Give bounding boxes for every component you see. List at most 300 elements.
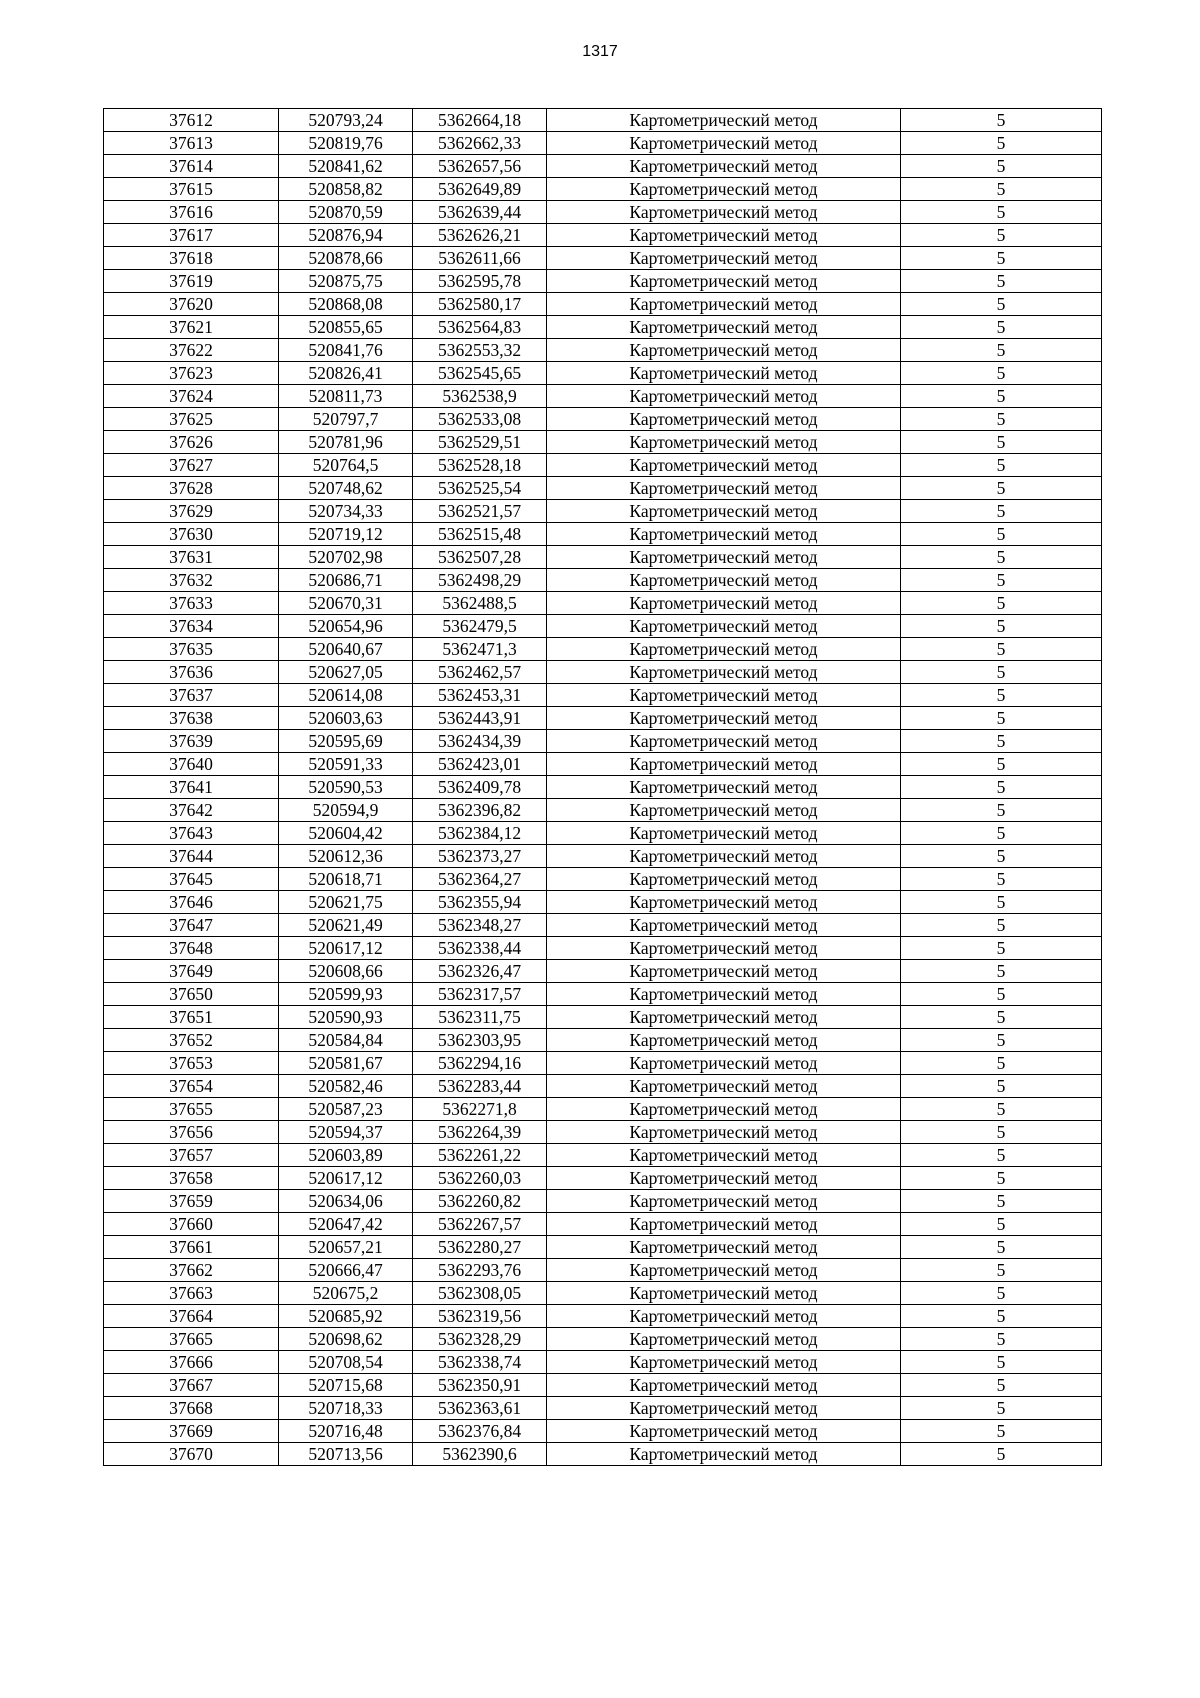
x-coordinate-cell: 520876,94 — [279, 224, 413, 247]
method-cell: Картометрический метод — [547, 1144, 901, 1167]
point-number-cell: 37627 — [104, 454, 279, 477]
table-row — [104, 523, 1102, 546]
point-number-cell: 37658 — [104, 1167, 279, 1190]
table-row — [104, 247, 1102, 270]
x-coordinate-cell: 520599,93 — [279, 983, 413, 1006]
table-row — [104, 822, 1102, 845]
x-coordinate-cell: 520647,42 — [279, 1213, 413, 1236]
method-cell: Картометрический метод — [547, 1305, 901, 1328]
x-coordinate-cell: 520654,96 — [279, 615, 413, 638]
point-number-cell: 37660 — [104, 1213, 279, 1236]
method-cell: Картометрический метод — [547, 1075, 901, 1098]
table-row — [104, 293, 1102, 316]
table-row — [104, 730, 1102, 753]
x-coordinate-cell: 520581,67 — [279, 1052, 413, 1075]
table-row — [104, 339, 1102, 362]
x-coordinate-cell: 520764,5 — [279, 454, 413, 477]
point-number-cell: 37665 — [104, 1328, 279, 1351]
x-coordinate-cell: 520590,53 — [279, 776, 413, 799]
x-coordinate-cell: 520621,49 — [279, 914, 413, 937]
method-cell: Картометрический метод — [547, 592, 901, 615]
point-number-cell: 37667 — [104, 1374, 279, 1397]
method-cell: Картометрический метод — [547, 546, 901, 569]
x-coordinate-cell: 520617,12 — [279, 1167, 413, 1190]
x-coordinate-cell: 520797,7 — [279, 408, 413, 431]
x-coordinate-cell: 520826,41 — [279, 362, 413, 385]
accuracy-cell: 5 — [901, 891, 1102, 914]
method-cell: Картометрический метод — [547, 109, 901, 132]
point-number-cell: 37639 — [104, 730, 279, 753]
accuracy-cell: 5 — [901, 408, 1102, 431]
method-cell: Картометрический метод — [547, 1374, 901, 1397]
method-cell: Картометрический метод — [547, 730, 901, 753]
accuracy-cell: 5 — [901, 454, 1102, 477]
method-cell: Картометрический метод — [547, 638, 901, 661]
accuracy-cell: 5 — [901, 868, 1102, 891]
point-number-cell: 37651 — [104, 1006, 279, 1029]
point-number-cell: 37653 — [104, 1052, 279, 1075]
method-cell: Картометрический метод — [547, 569, 901, 592]
accuracy-cell: 5 — [901, 201, 1102, 224]
x-coordinate-cell: 520657,21 — [279, 1236, 413, 1259]
accuracy-cell: 5 — [901, 983, 1102, 1006]
point-number-cell: 37643 — [104, 822, 279, 845]
x-coordinate-cell: 520595,69 — [279, 730, 413, 753]
x-coordinate-cell: 520594,37 — [279, 1121, 413, 1144]
accuracy-cell: 5 — [901, 431, 1102, 454]
method-cell: Картометрический метод — [547, 1121, 901, 1144]
table-row — [104, 1282, 1102, 1305]
y-coordinate-cell: 5362649,89 — [413, 178, 547, 201]
accuracy-cell: 5 — [901, 776, 1102, 799]
method-cell: Картометрический метод — [547, 776, 901, 799]
method-cell: Картометрический метод — [547, 132, 901, 155]
accuracy-cell: 5 — [901, 1328, 1102, 1351]
x-coordinate-cell: 520841,76 — [279, 339, 413, 362]
point-number-cell: 37614 — [104, 155, 279, 178]
accuracy-cell: 5 — [901, 316, 1102, 339]
accuracy-cell: 5 — [901, 1374, 1102, 1397]
x-coordinate-cell: 520702,98 — [279, 546, 413, 569]
point-number-cell: 37652 — [104, 1029, 279, 1052]
table-row — [104, 707, 1102, 730]
table-row — [104, 845, 1102, 868]
x-coordinate-cell: 520713,56 — [279, 1443, 413, 1466]
point-number-cell: 37618 — [104, 247, 279, 270]
x-coordinate-cell: 520870,59 — [279, 201, 413, 224]
accuracy-cell: 5 — [901, 1213, 1102, 1236]
coordinates-table — [103, 108, 1102, 1466]
point-number-cell: 37656 — [104, 1121, 279, 1144]
point-number-cell: 37649 — [104, 960, 279, 983]
x-coordinate-cell: 520675,2 — [279, 1282, 413, 1305]
x-coordinate-cell: 520855,65 — [279, 316, 413, 339]
method-cell: Картометрический метод — [547, 1328, 901, 1351]
coordinates-table-body — [104, 109, 1102, 1466]
method-cell: Картометрический метод — [547, 1236, 901, 1259]
y-coordinate-cell: 5362498,29 — [413, 569, 547, 592]
accuracy-cell: 5 — [901, 1006, 1102, 1029]
table-row — [104, 684, 1102, 707]
method-cell: Картометрический метод — [547, 1098, 901, 1121]
method-cell: Картометрический метод — [547, 822, 901, 845]
x-coordinate-cell: 520793,24 — [279, 109, 413, 132]
method-cell: Картометрический метод — [547, 500, 901, 523]
accuracy-cell: 5 — [901, 638, 1102, 661]
point-number-cell: 37648 — [104, 937, 279, 960]
point-number-cell: 37655 — [104, 1098, 279, 1121]
y-coordinate-cell: 5362267,57 — [413, 1213, 547, 1236]
x-coordinate-cell: 520719,12 — [279, 523, 413, 546]
point-number-cell: 37666 — [104, 1351, 279, 1374]
x-coordinate-cell: 520594,9 — [279, 799, 413, 822]
point-number-cell: 37623 — [104, 362, 279, 385]
point-number-cell: 37642 — [104, 799, 279, 822]
accuracy-cell: 5 — [901, 684, 1102, 707]
accuracy-cell: 5 — [901, 569, 1102, 592]
y-coordinate-cell: 5362515,48 — [413, 523, 547, 546]
table-row — [104, 477, 1102, 500]
point-number-cell: 37650 — [104, 983, 279, 1006]
y-coordinate-cell: 5362529,51 — [413, 431, 547, 454]
method-cell: Картометрический метод — [547, 1282, 901, 1305]
table-row — [104, 1443, 1102, 1466]
y-coordinate-cell: 5362545,65 — [413, 362, 547, 385]
method-cell: Картометрический метод — [547, 891, 901, 914]
x-coordinate-cell: 520686,71 — [279, 569, 413, 592]
table-row — [104, 132, 1102, 155]
table-row — [104, 431, 1102, 454]
method-cell: Картометрический метод — [547, 1213, 901, 1236]
accuracy-cell: 5 — [901, 546, 1102, 569]
table-row — [104, 1006, 1102, 1029]
x-coordinate-cell: 520875,75 — [279, 270, 413, 293]
method-cell: Картометрический метод — [547, 914, 901, 937]
table-row — [104, 1121, 1102, 1144]
accuracy-cell: 5 — [901, 1443, 1102, 1466]
y-coordinate-cell: 5362471,3 — [413, 638, 547, 661]
y-coordinate-cell: 5362639,44 — [413, 201, 547, 224]
table-row — [104, 1075, 1102, 1098]
y-coordinate-cell: 5362260,03 — [413, 1167, 547, 1190]
x-coordinate-cell: 520670,31 — [279, 592, 413, 615]
table-row — [104, 1328, 1102, 1351]
table-row — [104, 155, 1102, 178]
method-cell: Картометрический метод — [547, 339, 901, 362]
point-number-cell: 37636 — [104, 661, 279, 684]
y-coordinate-cell: 5362261,22 — [413, 1144, 547, 1167]
table-row — [104, 385, 1102, 408]
table-row — [104, 224, 1102, 247]
point-number-cell: 37641 — [104, 776, 279, 799]
x-coordinate-cell: 520590,93 — [279, 1006, 413, 1029]
accuracy-cell: 5 — [901, 914, 1102, 937]
accuracy-cell: 5 — [901, 1075, 1102, 1098]
method-cell: Картометрический метод — [547, 1190, 901, 1213]
method-cell: Картометрический метод — [547, 523, 901, 546]
accuracy-cell: 5 — [901, 661, 1102, 684]
x-coordinate-cell: 520718,33 — [279, 1397, 413, 1420]
method-cell: Картометрический метод — [547, 1351, 901, 1374]
y-coordinate-cell: 5362564,83 — [413, 316, 547, 339]
table-row — [104, 109, 1102, 132]
point-number-cell: 37630 — [104, 523, 279, 546]
accuracy-cell: 5 — [901, 523, 1102, 546]
accuracy-cell: 5 — [901, 362, 1102, 385]
method-cell: Картометрический метод — [547, 983, 901, 1006]
x-coordinate-cell: 520819,76 — [279, 132, 413, 155]
table-row — [104, 408, 1102, 431]
table-row — [104, 1213, 1102, 1236]
x-coordinate-cell: 520618,71 — [279, 868, 413, 891]
point-number-cell: 37615 — [104, 178, 279, 201]
method-cell: Картометрический метод — [547, 431, 901, 454]
method-cell: Картометрический метод — [547, 201, 901, 224]
point-number-cell: 37613 — [104, 132, 279, 155]
method-cell: Картометрический метод — [547, 1029, 901, 1052]
y-coordinate-cell: 5362507,28 — [413, 546, 547, 569]
y-coordinate-cell: 5362308,05 — [413, 1282, 547, 1305]
point-number-cell: 37668 — [104, 1397, 279, 1420]
table-row — [104, 1144, 1102, 1167]
y-coordinate-cell: 5362363,61 — [413, 1397, 547, 1420]
y-coordinate-cell: 5362409,78 — [413, 776, 547, 799]
table-row — [104, 937, 1102, 960]
point-number-cell: 37629 — [104, 500, 279, 523]
table-row — [104, 638, 1102, 661]
y-coordinate-cell: 5362338,74 — [413, 1351, 547, 1374]
y-coordinate-cell: 5362396,82 — [413, 799, 547, 822]
table-row — [104, 1374, 1102, 1397]
x-coordinate-cell: 520841,62 — [279, 155, 413, 178]
y-coordinate-cell: 5362462,57 — [413, 661, 547, 684]
table-row — [104, 178, 1102, 201]
table-row — [104, 592, 1102, 615]
method-cell: Картометрический метод — [547, 454, 901, 477]
point-number-cell: 37628 — [104, 477, 279, 500]
x-coordinate-cell: 520878,66 — [279, 247, 413, 270]
accuracy-cell: 5 — [901, 109, 1102, 132]
y-coordinate-cell: 5362662,33 — [413, 132, 547, 155]
y-coordinate-cell: 5362664,18 — [413, 109, 547, 132]
method-cell: Картометрический метод — [547, 247, 901, 270]
x-coordinate-cell: 520617,12 — [279, 937, 413, 960]
method-cell: Картометрический метод — [547, 1397, 901, 1420]
point-number-cell: 37647 — [104, 914, 279, 937]
method-cell: Картометрический метод — [547, 1167, 901, 1190]
table-row — [104, 454, 1102, 477]
y-coordinate-cell: 5362264,39 — [413, 1121, 547, 1144]
x-coordinate-cell: 520868,08 — [279, 293, 413, 316]
x-coordinate-cell: 520698,62 — [279, 1328, 413, 1351]
y-coordinate-cell: 5362434,39 — [413, 730, 547, 753]
accuracy-cell: 5 — [901, 592, 1102, 615]
point-number-cell: 37657 — [104, 1144, 279, 1167]
method-cell: Картометрический метод — [547, 178, 901, 201]
accuracy-cell: 5 — [901, 615, 1102, 638]
table-row — [104, 500, 1102, 523]
method-cell: Картометрический метод — [547, 615, 901, 638]
accuracy-cell: 5 — [901, 155, 1102, 178]
x-coordinate-cell: 520603,63 — [279, 707, 413, 730]
x-coordinate-cell: 520621,75 — [279, 891, 413, 914]
y-coordinate-cell: 5362373,27 — [413, 845, 547, 868]
table-row — [104, 569, 1102, 592]
x-coordinate-cell: 520604,42 — [279, 822, 413, 845]
method-cell: Картометрический метод — [547, 293, 901, 316]
accuracy-cell: 5 — [901, 132, 1102, 155]
x-coordinate-cell: 520612,36 — [279, 845, 413, 868]
y-coordinate-cell: 5362525,54 — [413, 477, 547, 500]
y-coordinate-cell: 5362319,56 — [413, 1305, 547, 1328]
accuracy-cell: 5 — [901, 1190, 1102, 1213]
x-coordinate-cell: 520587,23 — [279, 1098, 413, 1121]
y-coordinate-cell: 5362657,56 — [413, 155, 547, 178]
accuracy-cell: 5 — [901, 477, 1102, 500]
method-cell: Картометрический метод — [547, 316, 901, 339]
accuracy-cell: 5 — [901, 1282, 1102, 1305]
point-number-cell: 37619 — [104, 270, 279, 293]
accuracy-cell: 5 — [901, 224, 1102, 247]
point-number-cell: 37663 — [104, 1282, 279, 1305]
table-row — [104, 1259, 1102, 1282]
y-coordinate-cell: 5362376,84 — [413, 1420, 547, 1443]
point-number-cell: 37612 — [104, 109, 279, 132]
accuracy-cell: 5 — [901, 960, 1102, 983]
method-cell: Картометрический метод — [547, 868, 901, 891]
accuracy-cell: 5 — [901, 270, 1102, 293]
accuracy-cell: 5 — [901, 822, 1102, 845]
y-coordinate-cell: 5362553,32 — [413, 339, 547, 362]
y-coordinate-cell: 5362317,57 — [413, 983, 547, 1006]
table-row — [104, 1098, 1102, 1121]
method-cell: Картометрический метод — [547, 155, 901, 178]
table-row — [104, 960, 1102, 983]
point-number-cell: 37616 — [104, 201, 279, 224]
y-coordinate-cell: 5362453,31 — [413, 684, 547, 707]
table-row — [104, 1351, 1102, 1374]
y-coordinate-cell: 5362260,82 — [413, 1190, 547, 1213]
table-row — [104, 362, 1102, 385]
y-coordinate-cell: 5362595,78 — [413, 270, 547, 293]
method-cell: Картометрический метод — [547, 1259, 901, 1282]
accuracy-cell: 5 — [901, 385, 1102, 408]
method-cell: Картометрический метод — [547, 385, 901, 408]
table-row — [104, 1052, 1102, 1075]
table-row — [104, 201, 1102, 224]
x-coordinate-cell: 520715,68 — [279, 1374, 413, 1397]
accuracy-cell: 5 — [901, 845, 1102, 868]
accuracy-cell: 5 — [901, 1121, 1102, 1144]
table-row — [104, 1190, 1102, 1213]
y-coordinate-cell: 5362364,27 — [413, 868, 547, 891]
method-cell: Картометрический метод — [547, 937, 901, 960]
x-coordinate-cell: 520716,48 — [279, 1420, 413, 1443]
table-row — [104, 753, 1102, 776]
table-row — [104, 1236, 1102, 1259]
point-number-cell: 37664 — [104, 1305, 279, 1328]
accuracy-cell: 5 — [901, 1029, 1102, 1052]
point-number-cell: 37635 — [104, 638, 279, 661]
method-cell: Картометрический метод — [547, 1052, 901, 1075]
method-cell: Картометрический метод — [547, 960, 901, 983]
accuracy-cell: 5 — [901, 293, 1102, 316]
y-coordinate-cell: 5362528,18 — [413, 454, 547, 477]
y-coordinate-cell: 5362311,75 — [413, 1006, 547, 1029]
table-row — [104, 983, 1102, 1006]
accuracy-cell: 5 — [901, 247, 1102, 270]
y-coordinate-cell: 5362443,91 — [413, 707, 547, 730]
method-cell: Картометрический метод — [547, 753, 901, 776]
method-cell: Картометрический метод — [547, 1006, 901, 1029]
y-coordinate-cell: 5362488,5 — [413, 592, 547, 615]
x-coordinate-cell: 520748,62 — [279, 477, 413, 500]
point-number-cell: 37638 — [104, 707, 279, 730]
table-row — [104, 270, 1102, 293]
point-number-cell: 37617 — [104, 224, 279, 247]
point-number-cell: 37661 — [104, 1236, 279, 1259]
y-coordinate-cell: 5362533,08 — [413, 408, 547, 431]
x-coordinate-cell: 520811,73 — [279, 385, 413, 408]
method-cell: Картометрический метод — [547, 408, 901, 431]
y-coordinate-cell: 5362328,29 — [413, 1328, 547, 1351]
point-number-cell: 37640 — [104, 753, 279, 776]
page-number: 1317 — [582, 43, 618, 60]
point-number-cell: 37622 — [104, 339, 279, 362]
x-coordinate-cell: 520584,84 — [279, 1029, 413, 1052]
point-number-cell: 37637 — [104, 684, 279, 707]
accuracy-cell: 5 — [901, 937, 1102, 960]
table-row — [104, 799, 1102, 822]
x-coordinate-cell: 520708,54 — [279, 1351, 413, 1374]
table-row — [104, 914, 1102, 937]
accuracy-cell: 5 — [901, 1305, 1102, 1328]
y-coordinate-cell: 5362423,01 — [413, 753, 547, 776]
accuracy-cell: 5 — [901, 1420, 1102, 1443]
table-row — [104, 1167, 1102, 1190]
accuracy-cell: 5 — [901, 707, 1102, 730]
y-coordinate-cell: 5362271,8 — [413, 1098, 547, 1121]
accuracy-cell: 5 — [901, 339, 1102, 362]
table-row — [104, 615, 1102, 638]
y-coordinate-cell: 5362294,16 — [413, 1052, 547, 1075]
y-coordinate-cell: 5362303,95 — [413, 1029, 547, 1052]
y-coordinate-cell: 5362348,27 — [413, 914, 547, 937]
x-coordinate-cell: 520666,47 — [279, 1259, 413, 1282]
x-coordinate-cell: 520634,06 — [279, 1190, 413, 1213]
y-coordinate-cell: 5362326,47 — [413, 960, 547, 983]
point-number-cell: 37670 — [104, 1443, 279, 1466]
x-coordinate-cell: 520627,05 — [279, 661, 413, 684]
y-coordinate-cell: 5362355,94 — [413, 891, 547, 914]
point-number-cell: 37644 — [104, 845, 279, 868]
table-row — [104, 1397, 1102, 1420]
method-cell: Картометрический метод — [547, 707, 901, 730]
y-coordinate-cell: 5362338,44 — [413, 937, 547, 960]
x-coordinate-cell: 520603,89 — [279, 1144, 413, 1167]
x-coordinate-cell: 520582,46 — [279, 1075, 413, 1098]
y-coordinate-cell: 5362283,44 — [413, 1075, 547, 1098]
x-coordinate-cell: 520858,82 — [279, 178, 413, 201]
x-coordinate-cell: 520640,67 — [279, 638, 413, 661]
accuracy-cell: 5 — [901, 1098, 1102, 1121]
accuracy-cell: 5 — [901, 799, 1102, 822]
method-cell: Картометрический метод — [547, 270, 901, 293]
accuracy-cell: 5 — [901, 753, 1102, 776]
point-number-cell: 37621 — [104, 316, 279, 339]
table-row — [104, 1305, 1102, 1328]
method-cell: Картометрический метод — [547, 799, 901, 822]
